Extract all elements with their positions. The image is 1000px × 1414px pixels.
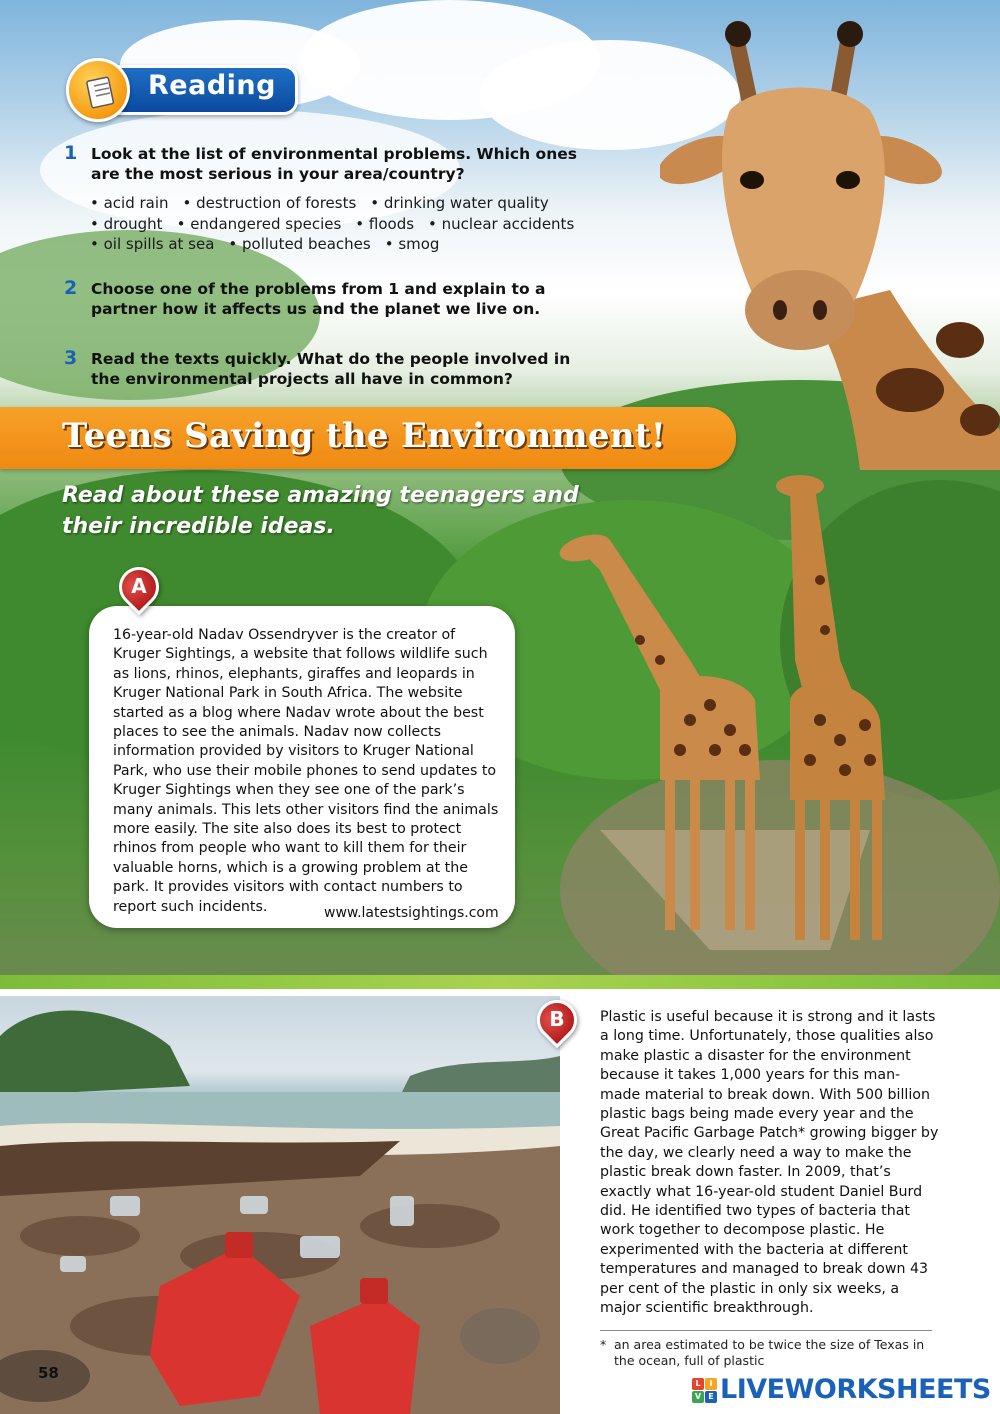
reading-circle <box>66 58 130 122</box>
problem-item: • endangered species <box>176 214 342 233</box>
logo-square-i: I <box>705 1378 717 1390</box>
problem-item: • floods <box>355 214 415 233</box>
green-divider <box>0 975 1000 989</box>
problem-list <box>90 193 588 255</box>
problem-row-3 <box>90 234 588 255</box>
footnote-divider <box>600 1330 932 1331</box>
problem-item: • drought <box>90 214 163 233</box>
logo-square-e: E <box>705 1391 717 1403</box>
problem-item: • smog <box>384 235 440 253</box>
problem-row-1 <box>90 193 588 214</box>
problem-item: • acid rain <box>90 194 169 212</box>
polluted-beach-image <box>0 996 560 1414</box>
footnote-mark: * <box>600 1337 607 1352</box>
logo-square-l: L <box>692 1378 704 1390</box>
page-number: 58 <box>38 1364 59 1382</box>
problem-item: • polluted beaches <box>228 235 371 253</box>
section-a-url: www.latestsightings.com <box>324 905 499 921</box>
task-1-text: Look at the list of environmental problems. Which ones are the most serious in your area/country? <box>91 145 577 183</box>
problem-item: • oil spills at sea <box>90 235 215 253</box>
problem-item: • nuclear accidents <box>428 214 575 233</box>
reading-label: Reading <box>148 70 276 101</box>
book-icon <box>84 75 118 109</box>
task-2-text: Choose one of the problems from 1 and explain to a partner how it affects us and the planet we live on. <box>91 280 546 318</box>
section-b-text: Plastic is useful because it is strong and it lasts a long time. Unfortunately, those qualities also make plastic a disaster for the environment because it takes 1,000 years for this man-made material to break down. With 500 billion plastic bags being made every year and the Great Pacific Garbage Patch* growing bigger by the day, we clearly need a way to make the plastic break down faster. In 2009, that’s exactly what 16-year-old student Daniel Burd did. He identified two types of bacteria that work together to decompose plastic. He experimented with the bacteria at different temperatures and managed to break down 43 per cent of the plastic in only six weeks, a major scientific breakthrough. <box>600 1009 939 1317</box>
logo-square-v: V <box>692 1391 704 1403</box>
section-a-label: A <box>131 574 147 598</box>
footnote-text: an area estimated to be twice the size of Texas in the ocean, full of plastic <box>614 1337 925 1368</box>
section-a-marker <box>119 567 159 607</box>
task-2-number: 2 <box>64 277 78 299</box>
article-title: Teens Saving the Environment! <box>62 416 667 456</box>
beach-litter-illustration <box>0 996 560 1414</box>
article-subtitle: Read about these amazing teenagers and their incredible ideas. <box>62 483 579 539</box>
task-1-number: 1 <box>64 142 78 164</box>
section-b-marker <box>537 1000 577 1040</box>
reading-section-badge <box>66 58 302 122</box>
problem-row-2 <box>90 214 588 235</box>
liveworksheets-logo-icon <box>692 1378 718 1404</box>
liveworksheets-logo-text: LIVEWORKSHEETS <box>720 1374 991 1405</box>
article-title-banner <box>0 407 736 469</box>
problem-item: • drinking water quality <box>370 194 549 212</box>
giraffe-head-illustration <box>660 10 1000 470</box>
section-a-text: 16-year-old Nadav Ossendryver is the creator of Kruger Sightings, a website that follows wildlife such as lions, rhinos, elephants, giraffes and leopards in Kruger National Park in South Africa. The website started as a blog where Nadav wrote about the best places to see the animals. Nadav now collects information provided by visitors to Kruger National Park, who use their mobile phones to send updates to Kruger Sightings when they see one of the park’s many animals. This lets other visitors find the animals more easily. The site also does its best to protect rhinos from people who want to kill them for their valuable horns, which is a growing problem at the park. It provides visitors with contact numbers to report such incidents. <box>113 627 499 915</box>
section-b-label: B <box>549 1007 565 1031</box>
task-3-number: 3 <box>64 347 78 369</box>
problem-item: • destruction of forests <box>182 194 357 212</box>
liveworksheets-logo[interactable] <box>692 1374 992 1408</box>
giraffes-illustration <box>540 460 940 970</box>
task-3-text: Read the texts quickly. What do the people involved in the environmental projects all have in common? <box>91 350 571 388</box>
